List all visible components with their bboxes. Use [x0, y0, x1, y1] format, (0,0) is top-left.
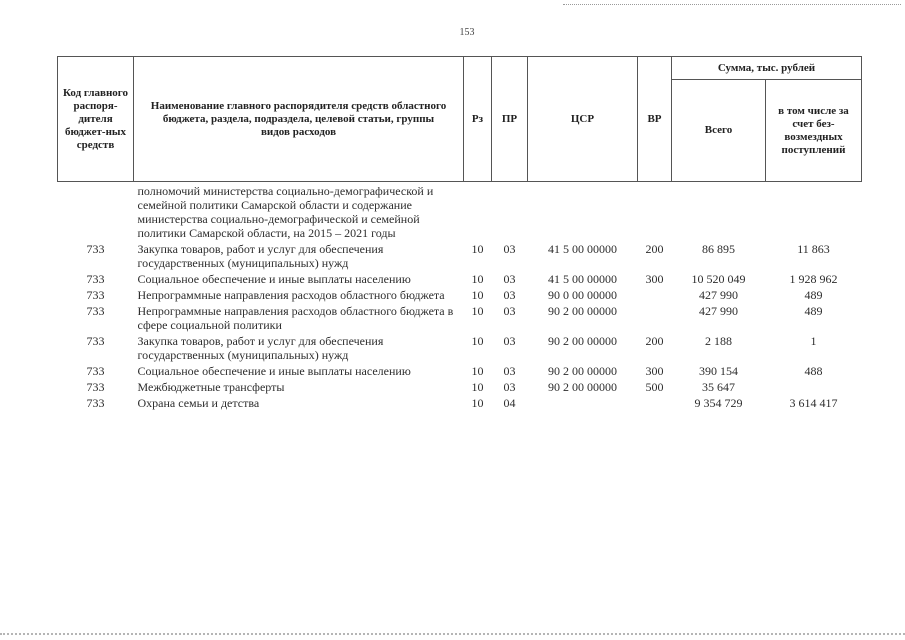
- table-row: [58, 380, 862, 396]
- cell-free: 489: [804, 288, 823, 302]
- header-csr: ЦСР: [528, 57, 638, 182]
- table-row: [58, 242, 862, 272]
- cell-code: 733: [86, 334, 105, 348]
- cell-total: 35 647: [702, 380, 735, 394]
- cell-pr: 03: [503, 288, 516, 302]
- cell-csr: [528, 182, 638, 243]
- cell-free: 489: [804, 304, 823, 318]
- cell-name: Охрана семьи и детства: [137, 396, 260, 410]
- cell-vr: 200: [645, 242, 664, 256]
- cell-rz: 10: [471, 242, 484, 256]
- header-rz: Рз: [464, 57, 492, 182]
- header-code: Код главного распоря-дителя бюджет-ных средств: [58, 57, 134, 182]
- top-scan-rule: [563, 4, 901, 5]
- cell-code: 733: [86, 288, 105, 302]
- header-vr: ВР: [638, 57, 672, 182]
- header-free: в том числе за счет без-возмездных поступлений: [766, 80, 862, 182]
- cell-rz: 10: [471, 272, 484, 286]
- cell-code: 733: [86, 272, 105, 286]
- cell-name: Межбюджетные трансферты: [137, 380, 285, 394]
- cell-name: Закупка товаров, работ и услуг для обеспечения государственных (муниципальных) нужд: [137, 242, 384, 270]
- cell-pr: [492, 182, 528, 243]
- cell-name: полномочий министерства социально-демографической и семейной политики Самарской области и содержание министерства социально-демографической и семейной политики Самарской области, на 2015 – 2021 годы: [137, 184, 434, 240]
- cell-pr: 04: [503, 396, 516, 410]
- cell-csr: 41 5 00 00000: [548, 272, 617, 286]
- header-pr: ПР: [492, 57, 528, 182]
- cell-total: 427 990: [699, 304, 738, 318]
- cell-pr: 03: [503, 334, 516, 348]
- cell-total: 86 895: [702, 242, 735, 256]
- cell-name: Закупка товаров, работ и услуг для обеспечения государственных (муниципальных) нужд: [137, 334, 384, 362]
- cell-free: [766, 380, 862, 396]
- cell-free: 11 863: [797, 242, 830, 256]
- page-number: 153: [459, 27, 475, 38]
- cell-free: 488: [804, 364, 823, 378]
- header-total: Всего: [672, 80, 766, 182]
- cell-csr: 90 2 00 00000: [548, 304, 617, 318]
- cell-code: 733: [86, 380, 105, 394]
- cell-total: 427 990: [699, 288, 738, 302]
- cell-pr: 03: [503, 242, 516, 256]
- table-row: [58, 304, 862, 334]
- cell-vr: [638, 288, 672, 304]
- table-row: [58, 182, 862, 243]
- budget-table: [57, 56, 862, 412]
- cell-free: 1 928 962: [789, 272, 838, 286]
- cell-name: Социальное обеспечение и иные выплаты населению: [137, 364, 411, 378]
- cell-vr: 300: [645, 272, 664, 286]
- cell-total: 9 354 729: [694, 396, 743, 410]
- cell-code: 733: [86, 242, 105, 256]
- table-body: [58, 182, 862, 413]
- cell-pr: 03: [503, 364, 516, 378]
- cell-code: [58, 182, 134, 243]
- cell-csr: 90 2 00 00000: [548, 380, 617, 394]
- table-row: [58, 272, 862, 288]
- cell-vr: [638, 304, 672, 334]
- table-row: [58, 396, 862, 412]
- cell-rz: 10: [471, 288, 484, 302]
- cell-pr: 03: [503, 380, 516, 394]
- cell-total: 2 188: [705, 334, 732, 348]
- cell-rz: [464, 182, 492, 243]
- cell-name: Непрограммные направления расходов областного бюджета в сфере социальной политики: [137, 304, 454, 332]
- cell-name: Социальное обеспечение и иные выплаты населению: [137, 272, 411, 286]
- cell-csr: [528, 396, 638, 412]
- cell-vr: [638, 396, 672, 412]
- cell-rz: 10: [471, 304, 484, 318]
- header-name: Наименование главного распорядителя средств областного бюджета, раздела, подраздела, целевой статьи, группы видов расходов: [134, 57, 464, 182]
- cell-vr: 200: [645, 334, 664, 348]
- cell-total: 10 520 049: [691, 272, 746, 286]
- cell-pr: 03: [503, 272, 516, 286]
- table-header: [58, 57, 862, 182]
- cell-total: [672, 182, 766, 243]
- cell-csr: 90 2 00 00000: [548, 364, 617, 378]
- cell-vr: [638, 182, 672, 243]
- cell-code: 733: [86, 304, 105, 318]
- cell-name: Непрограммные направления расходов областного бюджета: [137, 288, 445, 302]
- cell-code: 733: [86, 396, 105, 410]
- cell-rz: 10: [471, 396, 484, 410]
- bottom-scan-rule: [0, 633, 905, 635]
- cell-free: 3 614 417: [789, 396, 838, 410]
- cell-free: 1: [810, 334, 817, 348]
- header-sum-group: Сумма, тыс. рублей: [672, 57, 862, 80]
- cell-free: [766, 182, 862, 243]
- cell-rz: 10: [471, 380, 484, 394]
- table-row: [58, 288, 862, 304]
- cell-csr: 90 2 00 00000: [548, 334, 617, 348]
- cell-csr: 90 0 00 00000: [548, 288, 617, 302]
- cell-rz: 10: [471, 334, 484, 348]
- cell-total: 390 154: [699, 364, 738, 378]
- cell-code: 733: [86, 364, 105, 378]
- cell-pr: 03: [503, 304, 516, 318]
- cell-vr: 300: [645, 364, 664, 378]
- table-row: [58, 364, 862, 380]
- cell-rz: 10: [471, 364, 484, 378]
- cell-csr: 41 5 00 00000: [548, 242, 617, 256]
- table-row: [58, 334, 862, 364]
- cell-vr: 500: [645, 380, 664, 394]
